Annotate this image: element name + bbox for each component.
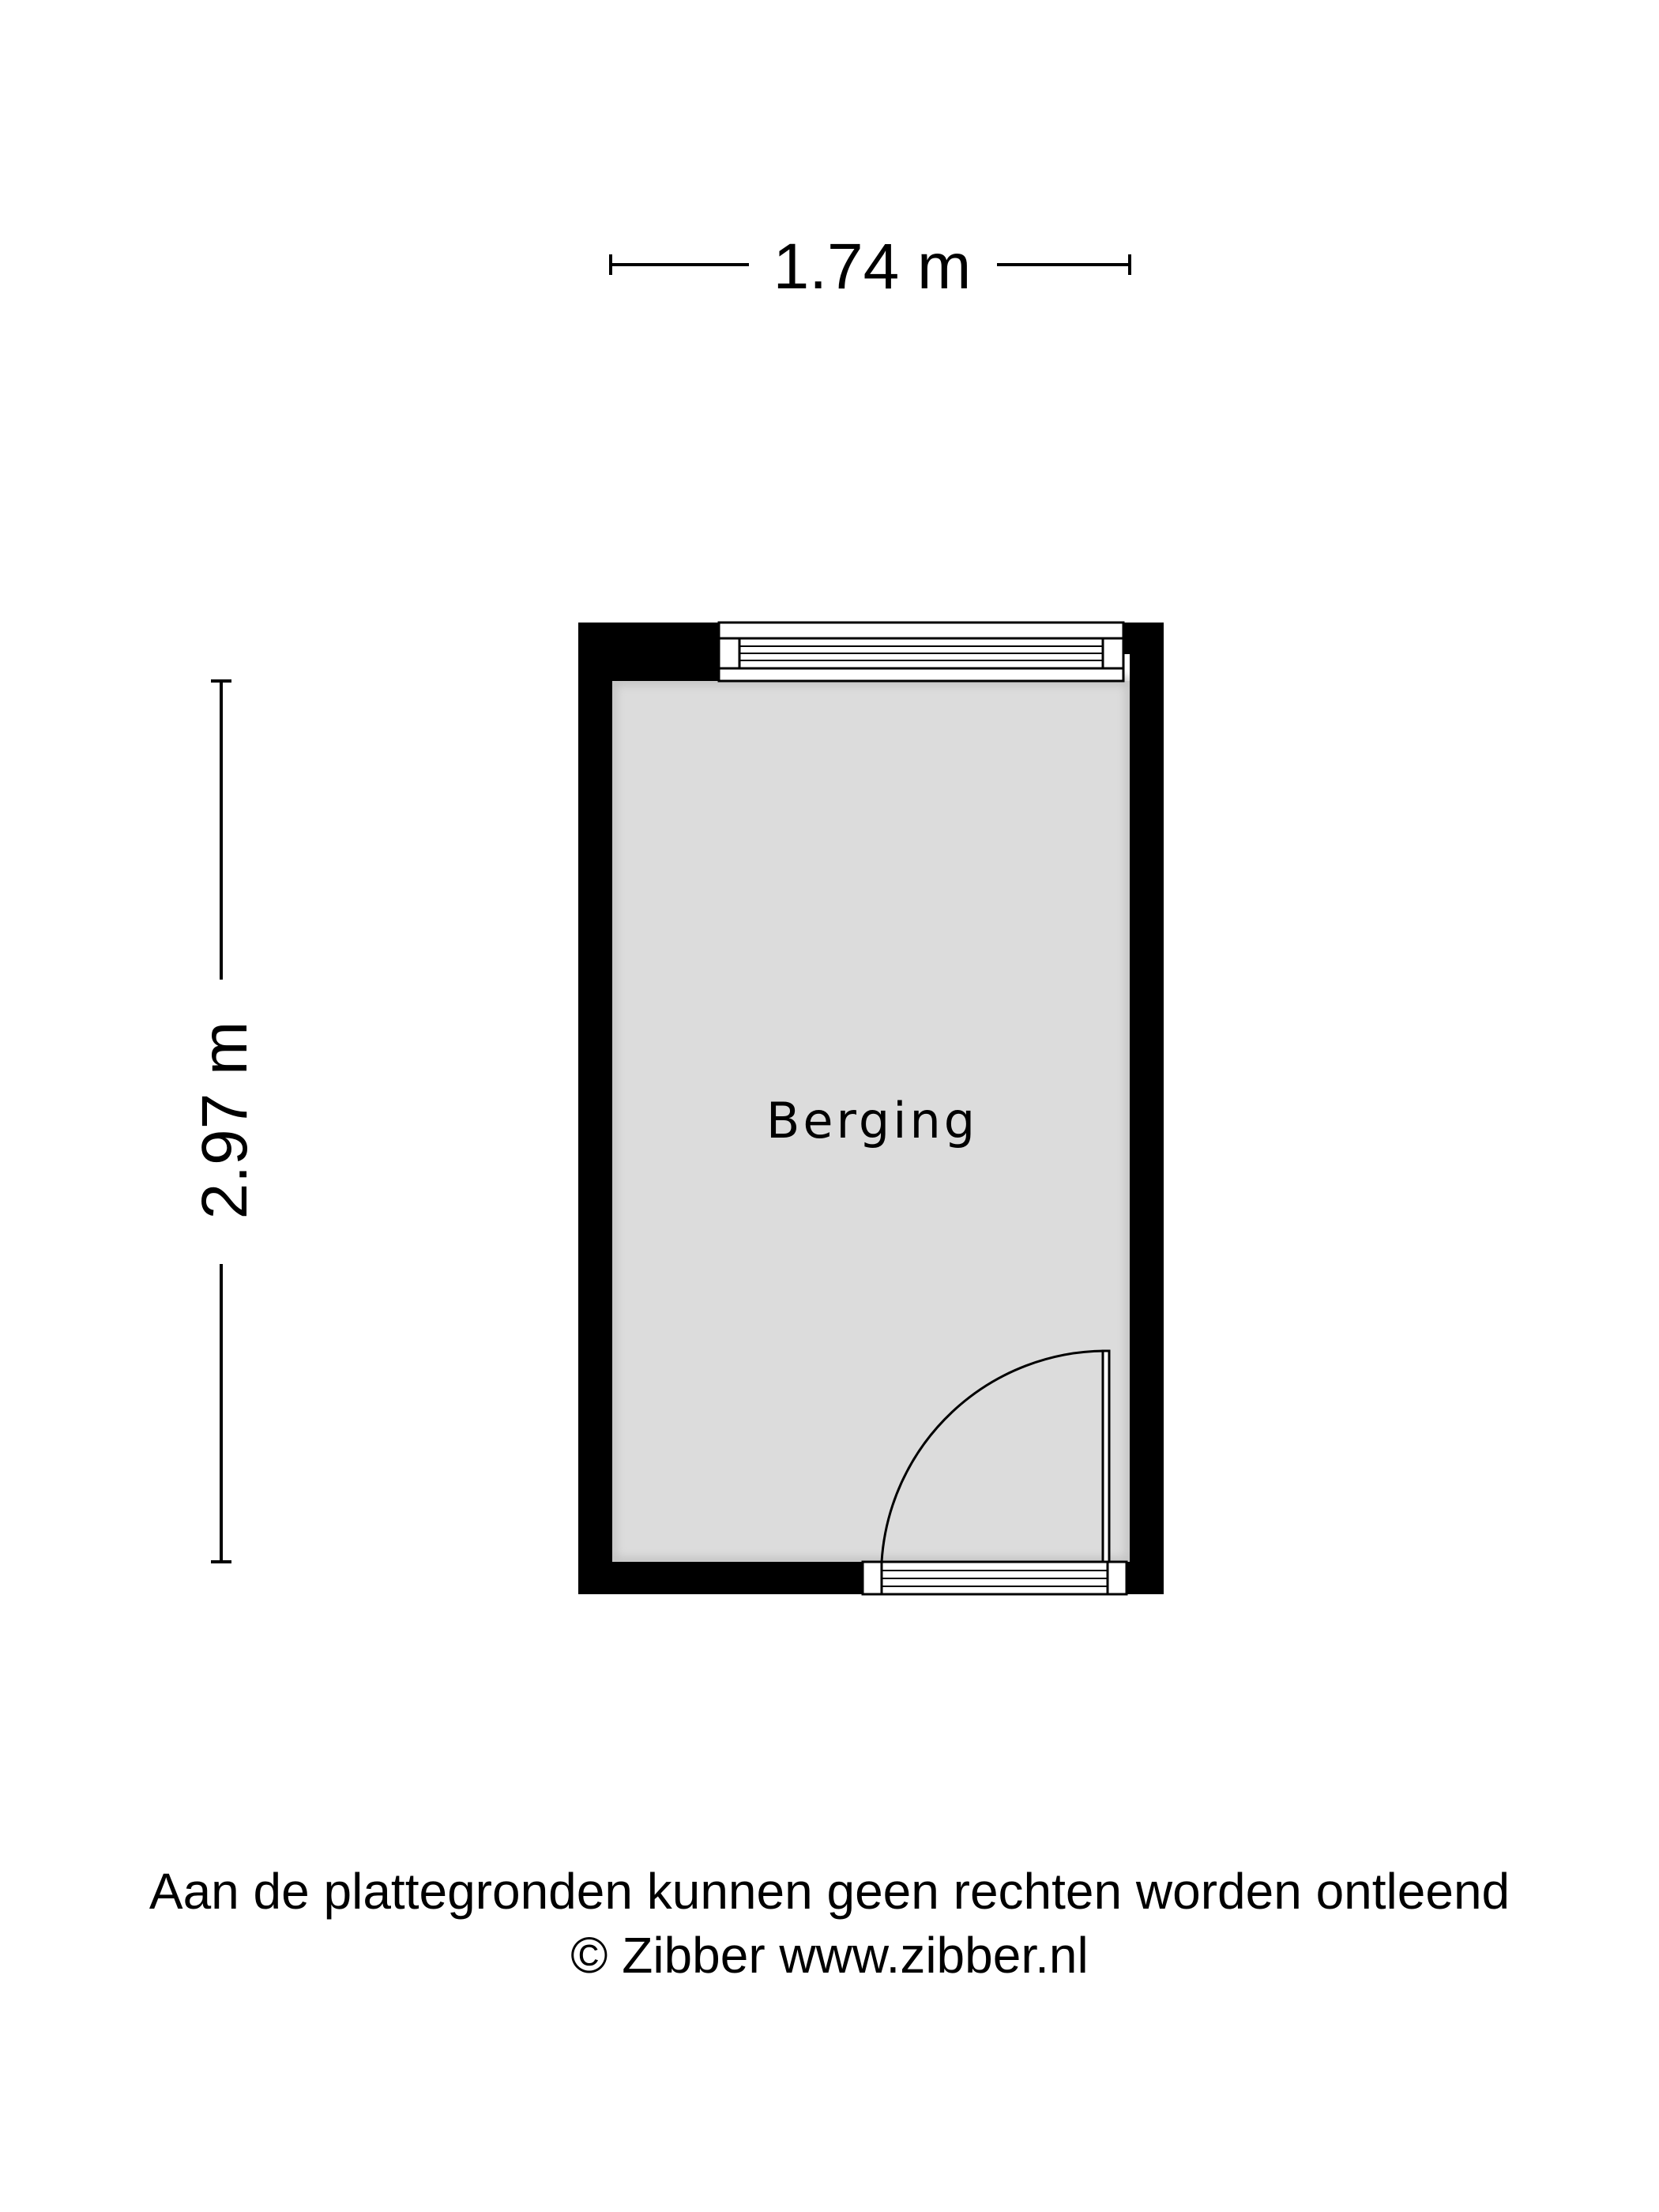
wall-top-right	[1123, 623, 1164, 654]
copyright-text: © Zibber www.zibber.nl	[570, 1927, 1089, 1984]
height-dimension	[189, 681, 261, 1562]
height-label: 2.97 m	[189, 1021, 261, 1220]
width-label: 1.74 m	[773, 231, 972, 303]
door-leaf	[1103, 1351, 1109, 1562]
width-dimension	[611, 231, 1130, 303]
wall-bottom-left	[578, 1562, 863, 1594]
wall-top-left	[578, 623, 719, 681]
wall-left	[578, 623, 612, 1594]
wall-bottom-right	[1127, 1562, 1164, 1594]
window-top	[719, 623, 1123, 681]
room-label: Berging	[766, 1092, 979, 1149]
disclaimer-text: Aan de plattegronden kunnen geen rechten worden ontleend	[149, 1863, 1510, 1920]
wall-right	[1130, 623, 1164, 1594]
